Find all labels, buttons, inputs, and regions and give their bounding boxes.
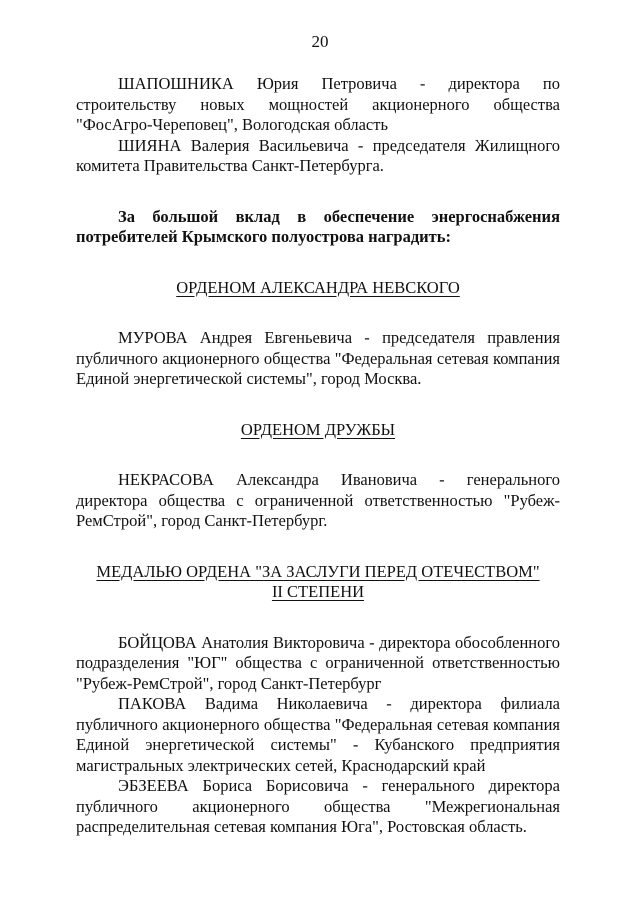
award-paragraph-murov: МУРОВА Андрея Евгеньевича - председателя правления публичного акционерного общества "Федеральная сетевая компания Единой энергетической системы", город Москва. — [76, 328, 560, 388]
award-intro: За большой вклад в обеспечение энергоснабжения потребителей Крымского полуострова наградить: — [76, 206, 560, 246]
award-paragraph-shiyan: ШИЯНА Валерия Васильевича - председателя Жилищного комитета Правительства Санкт-Петербурга. — [76, 135, 560, 175]
award-paragraph-pakov: ПАКОВА Вадима Николаевича - директора филиала публичного акционерного общества "Федеральная сетевая компания Единой энергетической системы" - Кубанского предприятия магистральных электрических сетей, Краснодарский край — [76, 694, 560, 775]
section-heading-medal-line1: МЕДАЛЬЮ ОРДЕНА "ЗА ЗАСЛУГИ ПЕРЕД ОТЕЧЕСТВОМ" — [96, 561, 540, 581]
section-heading-order-nevsky: ОРДЕНОМ АЛЕКСАНДРА НЕВСКОГО — [176, 277, 460, 297]
page-number: 20 — [311, 32, 329, 51]
section-heading-medal-line2: II СТЕПЕНИ — [271, 582, 365, 601]
award-paragraph-ebzeev: ЭБЗЕЕВА Бориса Борисовича - генерального директора публичного акционерного общества "Межрегиональная распределительная сетевая компания Юга", Ростовская область. — [76, 776, 560, 836]
award-paragraph-shaposhnik: ШАПОШНИКА Юрия Петровича - директора по строительству новых мощностей акционерного общества "ФосАгро-Череповец", Вологодская область — [76, 74, 560, 134]
section-heading-order-friendship: ОРДЕНОМ ДРУЖБЫ — [240, 419, 396, 439]
document-body — [76, 74, 560, 838]
award-paragraph-boytsov: БОЙЦОВА Анатолия Викторовича - директора обособленного подразделения "ЮГ" общества с ограниченной ответственностью "Рубеж-РемСтрой", город Санкт-Петербург — [76, 632, 560, 693]
award-paragraph-nekrasov: НЕКРАСОВА Александра Ивановича - генерального директора общества с ограниченной ответственностью "Рубеж-РемСтрой", город Санкт-Петербург. — [76, 470, 560, 530]
section-heading-medal — [76, 562, 560, 603]
